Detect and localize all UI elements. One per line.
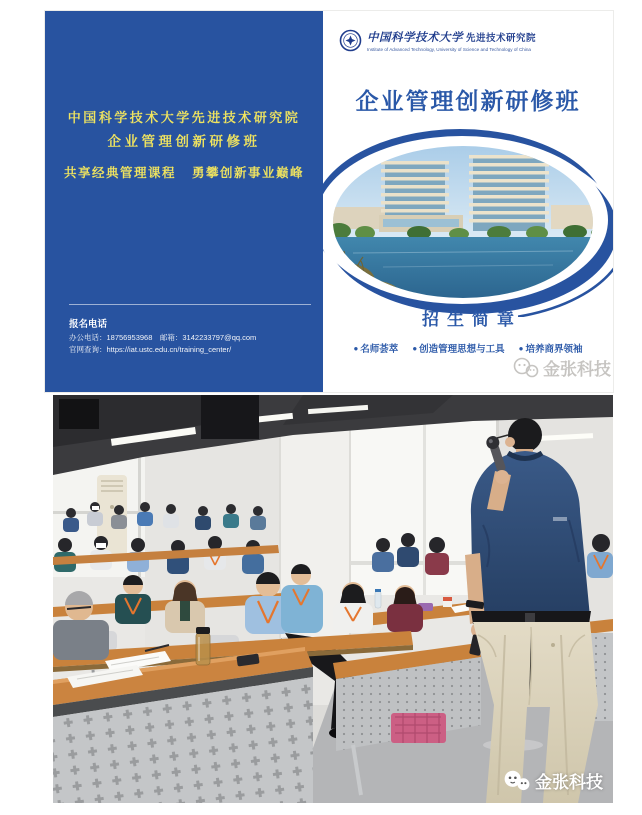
slogan-part2: 勇攀创新事业巅峰 <box>192 165 305 180</box>
bullet-label: 培养商界领袖 <box>525 344 583 355</box>
jinzhang-logo-icon <box>503 769 531 793</box>
logo-en-line: Institute of Advanced Technology, University of Science and Technology of China <box>367 47 531 52</box>
brochure-front-cover <box>323 11 613 392</box>
bullet-dot-icon: ● <box>353 343 359 353</box>
wall-screen <box>201 395 259 439</box>
institute-name: 中国科学技术大学先进技术研究院 <box>67 111 301 126</box>
watermark-text: 金张科技 <box>535 773 603 792</box>
logo-cn-regular: 先进技术研究院 <box>466 33 537 44</box>
bullet-item <box>353 341 398 355</box>
contact-website: 官网查询：https://iat.ustc.edu.cn/training_center/ <box>69 345 232 354</box>
watermark-jinzhang <box>513 355 611 380</box>
watermark-jinzhang <box>503 768 603 793</box>
bullet-label: 名师荟萃 <box>360 344 399 355</box>
classroom-photo <box>53 395 613 803</box>
brochure-spread <box>44 10 614 393</box>
bullet-item <box>412 341 504 355</box>
bullet-item <box>519 341 583 355</box>
slogan <box>45 163 323 181</box>
watermark-text: 金张科技 <box>543 360 611 379</box>
contact-phone-email: 办公电话：18756953968 邮箱：3142233797@qq.com <box>69 333 257 342</box>
bullet-dot-icon: ● <box>412 343 418 353</box>
contact-heading: 报名电话 <box>69 319 108 330</box>
ustc-logo-block <box>339 29 536 52</box>
slogan-part1: 共享经典管理课程 <box>63 165 176 180</box>
wall-screen <box>59 399 99 429</box>
program-name: 企业管理创新研修班 <box>107 134 261 150</box>
section-title: 招生简章 <box>422 310 522 329</box>
brochure-back-cover <box>45 11 323 392</box>
pink-basket <box>391 713 446 743</box>
bullet-label: 创造管理思想与工具 <box>419 344 505 355</box>
feature-bullets <box>323 341 613 355</box>
classroom-scene <box>53 395 613 803</box>
bullet-dot-icon: ● <box>518 343 524 353</box>
ustc-emblem-icon <box>339 29 362 52</box>
divider-line <box>69 304 311 305</box>
jinzhang-logo-icon <box>513 357 539 379</box>
logo-cn-script: 中国科学技术大学 <box>367 30 463 44</box>
campus-oval-graphic <box>323 125 613 317</box>
cover-title: 企业管理创新研修班 <box>355 88 581 114</box>
